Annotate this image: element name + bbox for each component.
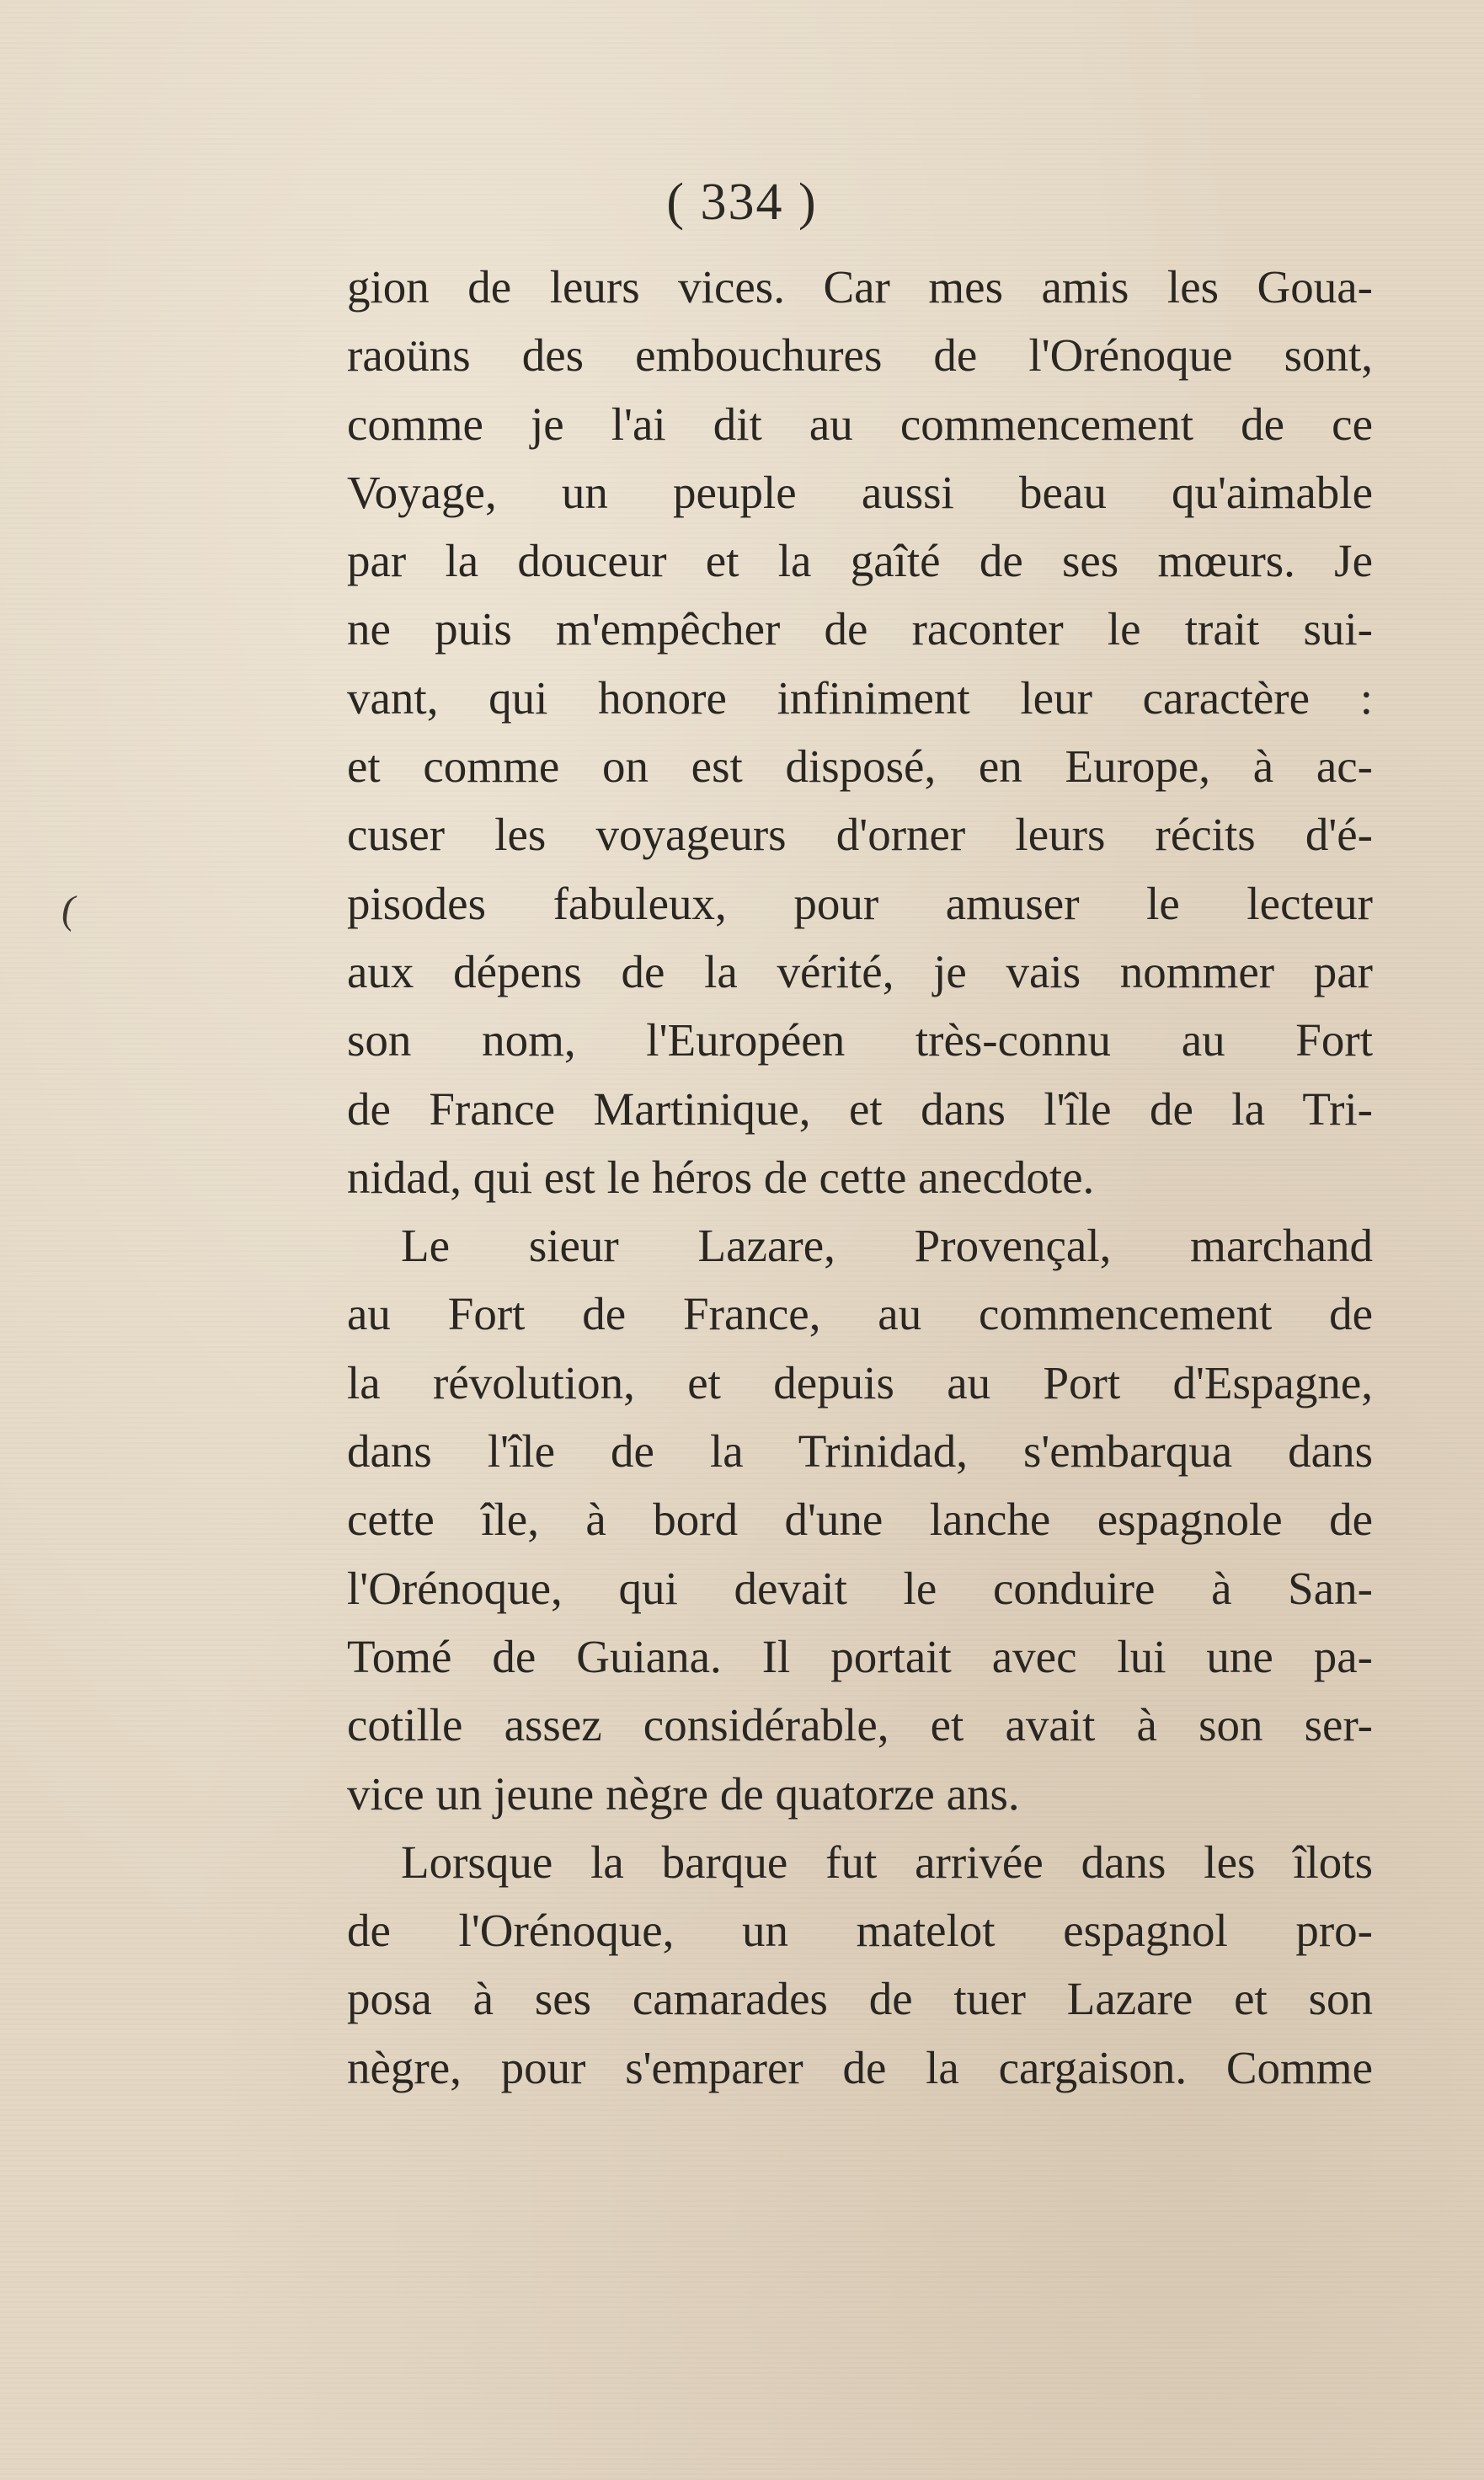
text-line: posa à ses camarades de tuer Lazare et son xyxy=(347,1973,1373,2025)
paragraph-start-line: Le sieur Lazare, Provençal, marchand xyxy=(401,1220,1373,1272)
text-line: au Fort de France, au commencement de xyxy=(347,1288,1373,1340)
text-line: Voyage, un peuple aussi beau qu'aimable xyxy=(347,466,1373,518)
text-line: comme je l'ai dit au commencement de ce xyxy=(347,398,1373,450)
page-number: ( 334 ) xyxy=(666,174,818,231)
text-line: dans l'île de la Trinidad, s'embarqua dans xyxy=(347,1425,1373,1478)
text-line: raoüns des embouchures de l'Orénoque sont, xyxy=(347,329,1373,382)
text-line: de France Martinique, et dans l'île de la Tri- xyxy=(347,1082,1373,1135)
text-line: la révolution, et depuis au Port d'Espagne, xyxy=(347,1356,1373,1408)
margin-mark: ( xyxy=(58,886,80,933)
text-line: vice un jeune nègre de quatorze ans. xyxy=(347,1767,1020,1820)
text-line: et comme on est disposé, en Europe, à ac- xyxy=(347,740,1373,793)
text-line: vant, qui honore infiniment leur caractère : xyxy=(347,671,1373,724)
text-line: aux dépens de la vérité, je vais nommer par xyxy=(347,945,1373,997)
text-line: pisodes fabuleux, pour amuser le lecteur xyxy=(347,877,1373,929)
text-line: ne puis m'empêcher de raconter le trait sui- xyxy=(347,603,1373,655)
text-line: nidad, qui est le héros de cette anecdote. xyxy=(347,1151,1095,1203)
text-line: cotille assez considérable, et avait à son ser- xyxy=(347,1699,1373,1751)
text-line: l'Orénoque, qui devait le conduire à San- xyxy=(347,1562,1373,1614)
text-line: Tomé de Guiana. Il portait avec lui une pa- xyxy=(347,1630,1373,1682)
body-text xyxy=(347,253,1373,2102)
paragraph-start-line: Lorsque la barque fut arrivée dans les îlots xyxy=(401,1836,1373,1888)
text-line: nègre, pour s'emparer de la cargaison. Comme xyxy=(347,2041,1373,2093)
text-line: de l'Orénoque, un matelot espagnol pro- xyxy=(347,1905,1373,1957)
text-line: gion de leurs vices. Car mes amis les Goua- xyxy=(347,261,1373,313)
text-line: cuser les voyageurs d'orner leurs récits d'é- xyxy=(347,809,1373,861)
text-line: son nom, l'Européen très-connu au Fort xyxy=(347,1014,1373,1066)
text-line: par la douceur et la gaîté de ses mœurs. Je xyxy=(347,535,1373,587)
text-line: cette île, à bord d'une lanche espagnole de xyxy=(347,1494,1373,1546)
